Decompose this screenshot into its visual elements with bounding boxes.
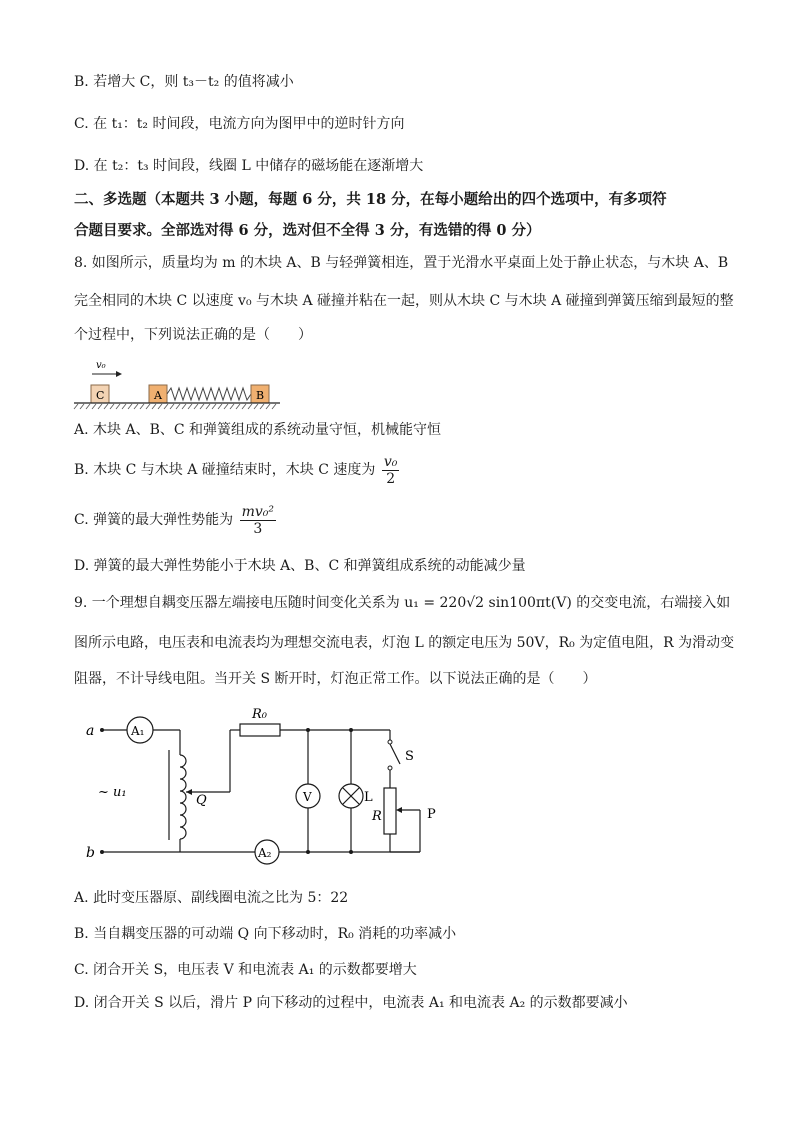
q7-option-c: C. 在 t₁：t₂ 时间段，电流方向为图甲中的逆时针方向 — [74, 116, 405, 132]
fraction-energy — [240, 504, 276, 537]
ammeter-a1-label: A₁ — [131, 724, 145, 738]
q7-option-b: B. 若增大 C，则 t₃－t₂ 的值将减小 — [74, 74, 294, 90]
block-b-label: B — [256, 389, 265, 402]
terminal-a-label: a — [86, 723, 95, 739]
switch-s-label: S — [405, 749, 414, 764]
section-heading-line2: 合题目要求。全部选对得 6 分，选对但不全得 3 分，有选错的得 0 分） — [74, 222, 541, 239]
voltmeter-v-label: V — [303, 790, 312, 804]
fraction-numerator: mv₀² — [241, 503, 274, 520]
q8-option-b — [74, 452, 401, 488]
q8-option-c — [74, 502, 278, 538]
q9-option-a: A. 此时变压器原、副线圈电流之比为 5：22 — [74, 890, 349, 906]
v0-label: v₀ — [96, 360, 106, 371]
q9-stem-line2: 图所示电路，电压表和电流表均为理想交流电表，灯泡 L 的额定电压为 50V，R₀ 为定值电阻，R 为滑动变 — [74, 635, 735, 651]
r0-label: R₀ — [252, 707, 267, 722]
source-u1-label: ~ u₁ — [98, 785, 127, 800]
block-c-label: C — [96, 389, 105, 402]
q9-option-c: C. 闭合开关 S，电压表 V 和电流表 A₁ 的示数都要增大 — [74, 962, 417, 978]
q8-option-d: D. 弹簧的最大弹性势能小于木块 A、B、C 和弹簧组成系统的动能减少量 — [74, 558, 526, 574]
slider-p-label: P — [427, 807, 436, 822]
q8-stem-line3: 个过程中，下列说法正确的是（ ） — [74, 327, 312, 343]
q9-circuit-figure — [80, 700, 440, 870]
ammeter-a2-label: A₂ — [258, 846, 272, 860]
spring — [167, 388, 251, 400]
fraction-denominator: 2 — [386, 470, 396, 487]
fraction-denominator: 3 — [253, 520, 263, 537]
q8-stem-line1: 8. 如图所示，质量均为 m 的木块 A、B 与轻弹簧相连，置于光滑水平桌面上处于静止状态，与木块 A、B — [74, 255, 729, 271]
q9-option-d: D. 闭合开关 S 以后，滑片 P 向下移动的过程中，电流表 A₁ 和电流表 A₂ 的示数都要减小 — [74, 995, 628, 1011]
q8-figure — [72, 355, 282, 410]
q8-option-a: A. 木块 A、B、C 和弹簧组成的系统动量守恒，机械能守恒 — [74, 422, 442, 438]
q8-option-b-text: B. 木块 C 与木块 A 碰撞结束时，木块 C 速度为 — [74, 462, 376, 478]
block-a-label: A — [154, 389, 162, 402]
fraction-v0-over-2 — [382, 454, 400, 487]
q9-option-b: B. 当自耦变压器的可动端 Q 向下移动时，R₀ 消耗的功率减小 — [74, 926, 457, 942]
q8-option-c-text: C. 弹簧的最大弹性势能为 — [74, 512, 234, 528]
section-heading-line1: 二、多选题（本题共 3 小题，每题 6 分，共 18 分，在每小题给出的四个选项中，有多项符 — [74, 191, 667, 208]
rheostat-r-label: R — [372, 809, 382, 824]
terminal-b-label: b — [86, 845, 95, 861]
q8-stem-line2: 完全相同的木块 C 以速度 v₀ 与木块 A 碰撞并粘在一起，则从木块 C 与木块 A 碰撞到弹簧压缩到最短的整 — [74, 293, 734, 309]
tap-q-label: Q — [196, 793, 207, 808]
lamp-l-label: L — [364, 790, 373, 805]
fraction-numerator: v₀ — [383, 453, 398, 470]
q9-stem-line3: 阻器，不计导线电阻。当开关 S 断开时，灯泡正常工作。以下说法正确的是（ ） — [74, 671, 597, 687]
q9-stem-line1: 9. 一个理想自耦变压器左端接电压随时间变化关系为 u₁ = 220√2 sin100πt(V) 的交变电流，右端接入如 — [74, 595, 731, 611]
q7-option-d: D. 在 t₂：t₃ 时间段，线圈 L 中储存的磁场能在逐渐增大 — [74, 158, 424, 174]
